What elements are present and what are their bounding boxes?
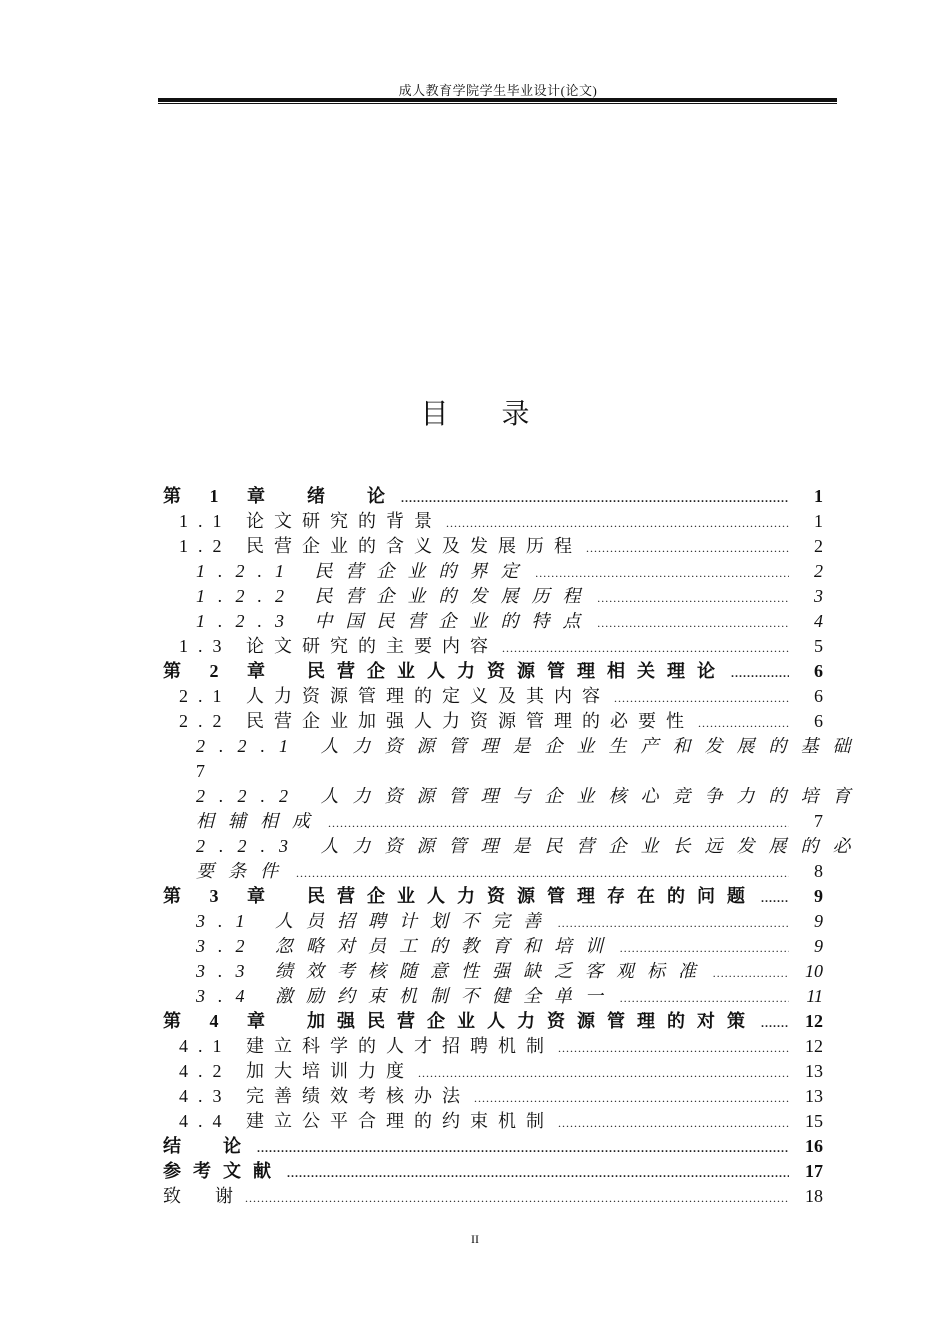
toc-entry-page: 9 bbox=[814, 936, 823, 956]
toc-entry-page: 9 bbox=[814, 886, 823, 906]
toc-entry-page: 1 bbox=[814, 486, 823, 506]
toc-entry-label: 3.4 激励约束机制不健全单一 bbox=[196, 986, 616, 1006]
toc-entry-label: 2.2.2 人力资源管理与企业核心竞争力的培育 bbox=[196, 786, 865, 806]
toc-entry[interactable] bbox=[163, 1109, 823, 1134]
header-rule bbox=[158, 98, 837, 104]
toc-entry-page: 18 bbox=[805, 1186, 823, 1206]
toc-leader-dots bbox=[558, 1111, 789, 1136]
toc-leader-dots bbox=[245, 1186, 789, 1211]
toc-entry-label: 4.2 加大培训力度 bbox=[179, 1061, 414, 1081]
toc-entry-page: 6 bbox=[814, 661, 823, 681]
toc-entry-page: 15 bbox=[805, 1111, 823, 1131]
toc-entry-label: 1.3 论文研究的主要内容 bbox=[179, 636, 498, 656]
toc-entry-page: 12 bbox=[805, 1036, 823, 1056]
toc-entry-label: 3.2 忽略对员工的教育和培训 bbox=[196, 936, 616, 956]
toc-entry-label: 2.2.1 人力资源管理是企业生产和发展的基础 bbox=[196, 736, 865, 756]
toc-entry-label: 4.3 完善绩效考核办法 bbox=[179, 1086, 470, 1106]
toc-entry[interactable] bbox=[163, 509, 823, 534]
toc-entry-page: 2 bbox=[814, 561, 823, 581]
toc-entry-label: 4.4 建立公平合理的约束机制 bbox=[179, 1111, 554, 1131]
toc-entry-label: 第 2 章 民营企业人力资源管理相关理论 bbox=[163, 661, 727, 681]
toc-entry[interactable] bbox=[163, 1084, 823, 1109]
toc-entry[interactable] bbox=[163, 834, 865, 884]
toc-entry-page: 3 bbox=[814, 586, 823, 606]
toc-leader-dots bbox=[296, 861, 789, 886]
toc-entry[interactable] bbox=[163, 584, 823, 609]
toc-entry-page: 5 bbox=[814, 636, 823, 656]
toc-entry[interactable] bbox=[163, 784, 865, 834]
toc-entry-label-continued: 相辅相成 bbox=[196, 811, 324, 831]
table-of-contents bbox=[163, 484, 865, 1209]
toc-entry-page: 7 bbox=[814, 811, 823, 831]
toc-entry-label: 1.2.1 民营企业的界定 bbox=[196, 561, 532, 581]
running-header: 成人教育学院学生毕业设计(论文) bbox=[398, 83, 598, 98]
page-number: II bbox=[471, 1232, 479, 1246]
toc-leader-dots bbox=[698, 711, 789, 736]
toc-leader-dots bbox=[474, 1086, 789, 1111]
toc-leader-dots bbox=[536, 561, 790, 586]
toc-entry-label: 1.1 论文研究的背景 bbox=[179, 511, 442, 531]
toc-entry[interactable] bbox=[163, 559, 823, 584]
toc-entry-page: 4 bbox=[814, 611, 823, 631]
toc-leader-dots bbox=[598, 611, 790, 636]
toc-entry-label: 参考文献 bbox=[163, 1161, 283, 1181]
toc-leader-dots bbox=[558, 911, 789, 936]
toc-title: 目 录 bbox=[420, 397, 552, 430]
toc-entry[interactable] bbox=[163, 984, 823, 1009]
toc-entry[interactable] bbox=[163, 534, 823, 559]
toc-entry-label: 1.2.2 民营企业的发展历程 bbox=[196, 586, 594, 606]
toc-entry-page: 9 bbox=[814, 911, 823, 931]
toc-entry-label: 结 论 bbox=[163, 1136, 253, 1156]
toc-entry-page: 8 bbox=[814, 861, 823, 881]
toc-entry-label: 第 3 章 民营企业人力资源管理存在的问题 bbox=[163, 886, 757, 906]
toc-entry-page: 12 bbox=[805, 1011, 823, 1031]
toc-entry[interactable] bbox=[163, 959, 823, 984]
toc-leader-dots bbox=[713, 961, 789, 986]
toc-leader-dots bbox=[446, 511, 789, 536]
toc-leader-dots bbox=[257, 1136, 789, 1161]
toc-entry-label: 1.2.3 中国民营企业的特点 bbox=[196, 611, 594, 631]
toc-entry[interactable] bbox=[163, 934, 823, 959]
toc-leader-dots bbox=[620, 986, 789, 1011]
toc-entry[interactable] bbox=[163, 1159, 823, 1184]
toc-leader-dots bbox=[328, 811, 789, 836]
toc-entry[interactable] bbox=[163, 634, 823, 659]
toc-entry-label: 3.1 人员招聘计划不完善 bbox=[196, 911, 554, 931]
toc-leader-dots bbox=[614, 686, 789, 711]
toc-entry[interactable] bbox=[163, 1009, 823, 1034]
toc-entry[interactable] bbox=[163, 1034, 823, 1059]
toc-leader-dots bbox=[502, 636, 789, 661]
toc-entry[interactable] bbox=[163, 1059, 823, 1084]
toc-entry-label: 4.1 建立科学的人才招聘机制 bbox=[179, 1036, 554, 1056]
toc-entry-label: 2.2 民营企业加强人力资源管理的必要性 bbox=[179, 711, 694, 731]
toc-entry[interactable] bbox=[163, 684, 823, 709]
toc-entry-label: 2.2.3 人力资源管理是民营企业长远发展的必 bbox=[196, 836, 865, 856]
toc-entry-page: 13 bbox=[805, 1086, 823, 1106]
toc-leader-dots bbox=[287, 1161, 789, 1186]
toc-entry-label-continued: 7 bbox=[196, 761, 219, 781]
toc-entry-page: 6 bbox=[814, 711, 823, 731]
toc-entry-label-continued: 要条件 bbox=[196, 861, 292, 881]
toc-leader-dots bbox=[731, 661, 789, 686]
toc-leader-dots bbox=[401, 486, 789, 511]
toc-leader-dots bbox=[761, 1011, 789, 1036]
toc-entry-label: 3.3 绩效考核随意性强缺乏客观标准 bbox=[196, 961, 709, 981]
toc-entry[interactable] bbox=[163, 734, 865, 784]
toc-entry-label: 1.2 民营企业的含义及发展历程 bbox=[179, 536, 582, 556]
toc-entry-page: 2 bbox=[814, 536, 823, 556]
toc-entry-label: 第 1 章 绪 论 bbox=[163, 486, 397, 506]
toc-entry-page: 16 bbox=[805, 1136, 823, 1156]
toc-entry-label: 2.1 人力资源管理的定义及其内容 bbox=[179, 686, 610, 706]
toc-entry-page: 13 bbox=[805, 1061, 823, 1081]
toc-entry-page: 1 bbox=[814, 511, 823, 531]
toc-leader-dots bbox=[418, 1061, 789, 1086]
toc-entry-label: 第 4 章 加强民营企业人力资源管理的对策 bbox=[163, 1011, 757, 1031]
toc-entry-page: 11 bbox=[806, 986, 823, 1006]
toc-leader-dots bbox=[620, 936, 789, 961]
toc-entry[interactable] bbox=[163, 484, 823, 509]
toc-leader-dots bbox=[761, 886, 789, 911]
toc-entry-label: 致 谢 bbox=[163, 1186, 241, 1206]
toc-entry[interactable] bbox=[163, 1134, 823, 1159]
toc-entry[interactable] bbox=[163, 909, 823, 934]
toc-leader-dots bbox=[558, 1036, 789, 1061]
toc-entry-page: 6 bbox=[814, 686, 823, 706]
toc-leader-dots bbox=[598, 586, 790, 611]
toc-entry[interactable] bbox=[163, 1184, 823, 1209]
toc-entry-page: 10 bbox=[805, 961, 823, 981]
toc-entry[interactable] bbox=[163, 884, 823, 909]
toc-entry[interactable] bbox=[163, 659, 823, 684]
toc-entry[interactable] bbox=[163, 609, 823, 634]
toc-leader-dots bbox=[586, 536, 789, 561]
toc-entry-page: 17 bbox=[805, 1161, 823, 1181]
toc-entry[interactable] bbox=[163, 709, 823, 734]
